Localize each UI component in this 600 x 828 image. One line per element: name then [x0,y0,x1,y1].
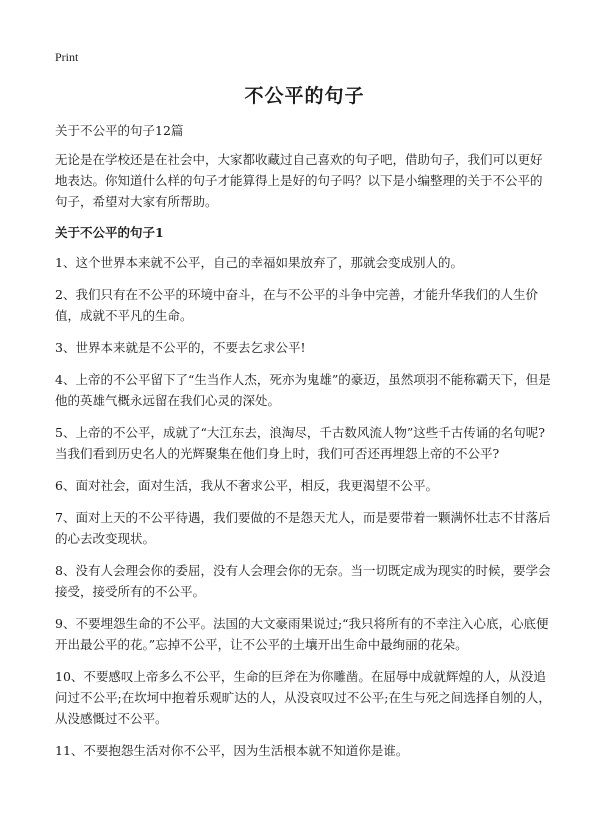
section-heading: 关于不公平的句子1 [55,225,164,240]
list-item: 4、上帝的不公平留下了“生当作人杰，死亦为鬼雄”的豪迈，虽然项羽不能称霸天下，但是他的英雄气概永远留在我们心灵的深处。 [55,372,551,408]
list-item: 10、不要感叹上帝多么不公平，生命的巨斧在为你雕凿。在屈辱中成就辉煌的人，从没追问过不公平;在坎坷中抱着乐观旷达的人，从没哀叹过不公平;在生与死之间选择自刎的人，从没感慨过不公平。 [55,669,551,726]
list-item: 2、我们只有在不公平的环境中奋斗，在与不公平的斗争中完善，才能升华我们的人生价值，成就不平凡的生命。 [55,287,538,323]
subtitle: 关于不公平的句子12篇 [55,123,184,138]
list-item: 8、没有人会理会你的委屈，没有人会理会你的无奈。当一切既定成为现实的时候，要学会接受，接受所有的不公平。 [55,563,551,599]
page-title: 不公平的句子 [244,85,365,107]
list-item: 3、世界本来就是不公平的，不要去乞求公平! [55,340,306,355]
sentence-list [55,252,554,761]
intro-paragraph: 无论是在学校还是在社会中，大家都收藏过自己喜欢的句子吧，借助句子，我们可以更好地表达。你知道什么样的句子才能算得上是好的句子吗？以下是小编整理的关于不公平的句子，希望对大家有所帮助。 [55,152,543,209]
list-item: 9、不要埋怨生命的不公平。法国的大文豪雨果说过;“我只将所有的不幸注入心底，心底便开出最公平的花。”忘掉不公平，让不公平的土壤开出生命中最绚丽的花朵。 [55,616,549,652]
list-item: 7、面对上天的不公平待遇，我们要做的不是怨天尤人，而是要带着一颗满怀壮志不甘落后的心去改变现状。 [55,510,551,546]
list-item: 1、这个世界本来就不公平，自己的幸福如果放弃了，那就会变成别人的。 [55,255,463,270]
list-item: 6、面对社会，面对生活，我从不奢求公平，相反，我更渴望不公平。 [55,478,438,493]
print-link[interactable]: Print [55,50,79,64]
list-item: 5、上帝的不公平，成就了“大江东去，浪淘尽，千古数风流人物”这些千古传诵的名句呢?当我们看到历史名人的光辉聚集在他们身上时，我们可否还再埋怨上帝的不公平? [55,425,545,461]
list-item: 11、不要抱怨生活对你不公平，因为生活根本就不知道你是谁。 [55,743,409,758]
